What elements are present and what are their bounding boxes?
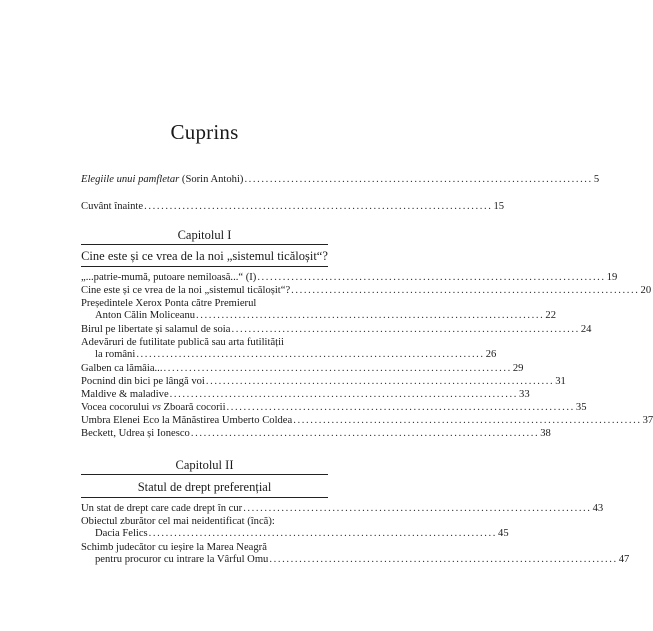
chapter-divider [81,266,328,267]
toc-entry-title: Beckett, Udrea și Ionesco [81,428,190,439]
toc-leader-dots: .................................................................................. [293,415,642,426]
toc-entry-page: 47 [618,554,630,565]
toc-leader-dots: .................................................................................. [169,389,519,400]
toc-leader-dots: .................................................................................. [231,324,580,335]
toc-entry-title: Galben ca lămâia... [81,363,163,374]
toc-leader-dots: .................................................................................. [144,201,493,212]
toc-entry[interactable] [81,285,652,297]
toc-entry[interactable] [81,376,566,388]
toc-leader-dots: .................................................................................. [244,174,593,185]
toc-entry-title: Pocnind din bici pe lângă voi [81,376,205,387]
toc-leader-dots: .................................................................................. [257,272,606,283]
toc-entry-page: 20 [640,285,652,296]
toc-entry-title: Cine este și ce vrea de la noi „sistemul ticăloșit“? [81,285,291,296]
toc-entry[interactable] [81,389,530,401]
toc-entry[interactable] [81,272,618,284]
chapter-divider [81,244,328,245]
toc-entry-page: 38 [540,428,551,439]
toc-entry-page: 29 [512,363,524,374]
toc-leader-dots: .................................................................................. [226,402,575,413]
toc-entry-title: Cuvânt înainte [81,201,144,212]
toc-entry[interactable] [81,402,587,414]
toc-entry-title: Maldive & maladive [81,389,169,400]
toc-entry-title: Birul pe libertate și salamul de soia [81,324,231,335]
toc-entry-page: 31 [555,376,566,387]
toc-leader-dots: .................................................................................. [190,428,540,439]
page-title: Cuprins [170,120,239,144]
toc-entry-title-part: Zboară cocorii [160,402,226,413]
toc-entry-title-line: Schimb judecător cu ieșire la Marea Neagră [81,542,267,553]
toc-entry-title-italic: Elegiile unui pamfletar [81,174,180,185]
toc-entry-page: 19 [606,272,618,283]
toc-entry[interactable] [81,415,653,427]
toc-entry[interactable] [81,337,497,361]
chapter-label: Capitolul II [175,458,234,472]
toc-entry-page: 24 [580,324,592,335]
toc-entry-title: Un stat de drept care cade drept în cur [81,503,243,514]
toc-entry-title: pentru procuror cu intrare la Vârful Omu [95,554,269,565]
toc-entry-title-rest: (Sorin Antohi) [179,174,244,185]
toc-leader-dots: .................................................................................. [243,503,592,514]
toc-entry-page: 26 [485,349,497,360]
toc-leader-dots: .................................................................................. [269,554,618,565]
toc-leader-dots: .................................................................................. [136,349,485,360]
toc-entry-title-line: Adevăruri de futilitate publică sau arta futilității [81,337,284,348]
toc-leader-dots: .................................................................................. [163,363,512,374]
toc-leader-dots: .................................................................................. [205,376,555,387]
chapter-subtitle: Statul de drept preferențial [137,480,272,494]
toc-entry[interactable] [81,542,630,566]
toc-entry[interactable] [81,363,524,375]
toc-entry-page: 35 [575,402,587,413]
toc-entry[interactable] [81,503,604,515]
toc-entry-title: Dacia Felics [95,528,148,539]
toc-entry-page: 43 [592,503,604,514]
toc-entry[interactable] [81,324,592,336]
toc-leader-dots: .................................................................................. [148,528,498,539]
toc-entry-page: 33 [519,389,530,400]
toc-entry-page: 37 [642,415,653,426]
toc-entry-title: Umbra Elenei Eco la Mănăstirea Umberto Coldea [81,415,293,426]
chapter-divider [81,497,328,498]
toc-entry-page: 22 [545,310,557,321]
toc-entry-title: la români [95,349,136,360]
toc-entry[interactable] [81,516,509,540]
toc-entry-title-part: Vocea cocorului [81,402,152,413]
toc-entry-title: Anton Călin Moliceanu [95,310,196,321]
toc-leader-dots: .................................................................................. [196,310,545,321]
toc-entry[interactable] [81,428,551,440]
toc-entry-elegiile[interactable] [81,174,600,186]
toc-entry-title-line: Obiectul zburător cel mai neidentificat (încă): [81,516,275,527]
toc-entry-title: „...patrie-mumă, putoare nemiloasă...“ (I) [81,272,257,283]
toc-leader-dots: .................................................................................. [291,285,640,296]
toc-entry-title-italic: vs [152,402,161,413]
toc-entry[interactable] [81,298,557,322]
toc-entry-cuvant[interactable] [81,201,505,213]
toc-entry-page: 15 [493,201,505,212]
chapter-subtitle: Cine este și ce vrea de la noi „sistemul ticăloșit“? [81,249,328,263]
chapter-label: Capitolul I [177,228,232,242]
toc-entry-title-line: Președintele Xerox Ponta către Premierul [81,298,257,309]
toc-entry-page: 5 [593,174,600,185]
chapter-divider [81,474,328,475]
toc-entry-page: 45 [498,528,509,539]
